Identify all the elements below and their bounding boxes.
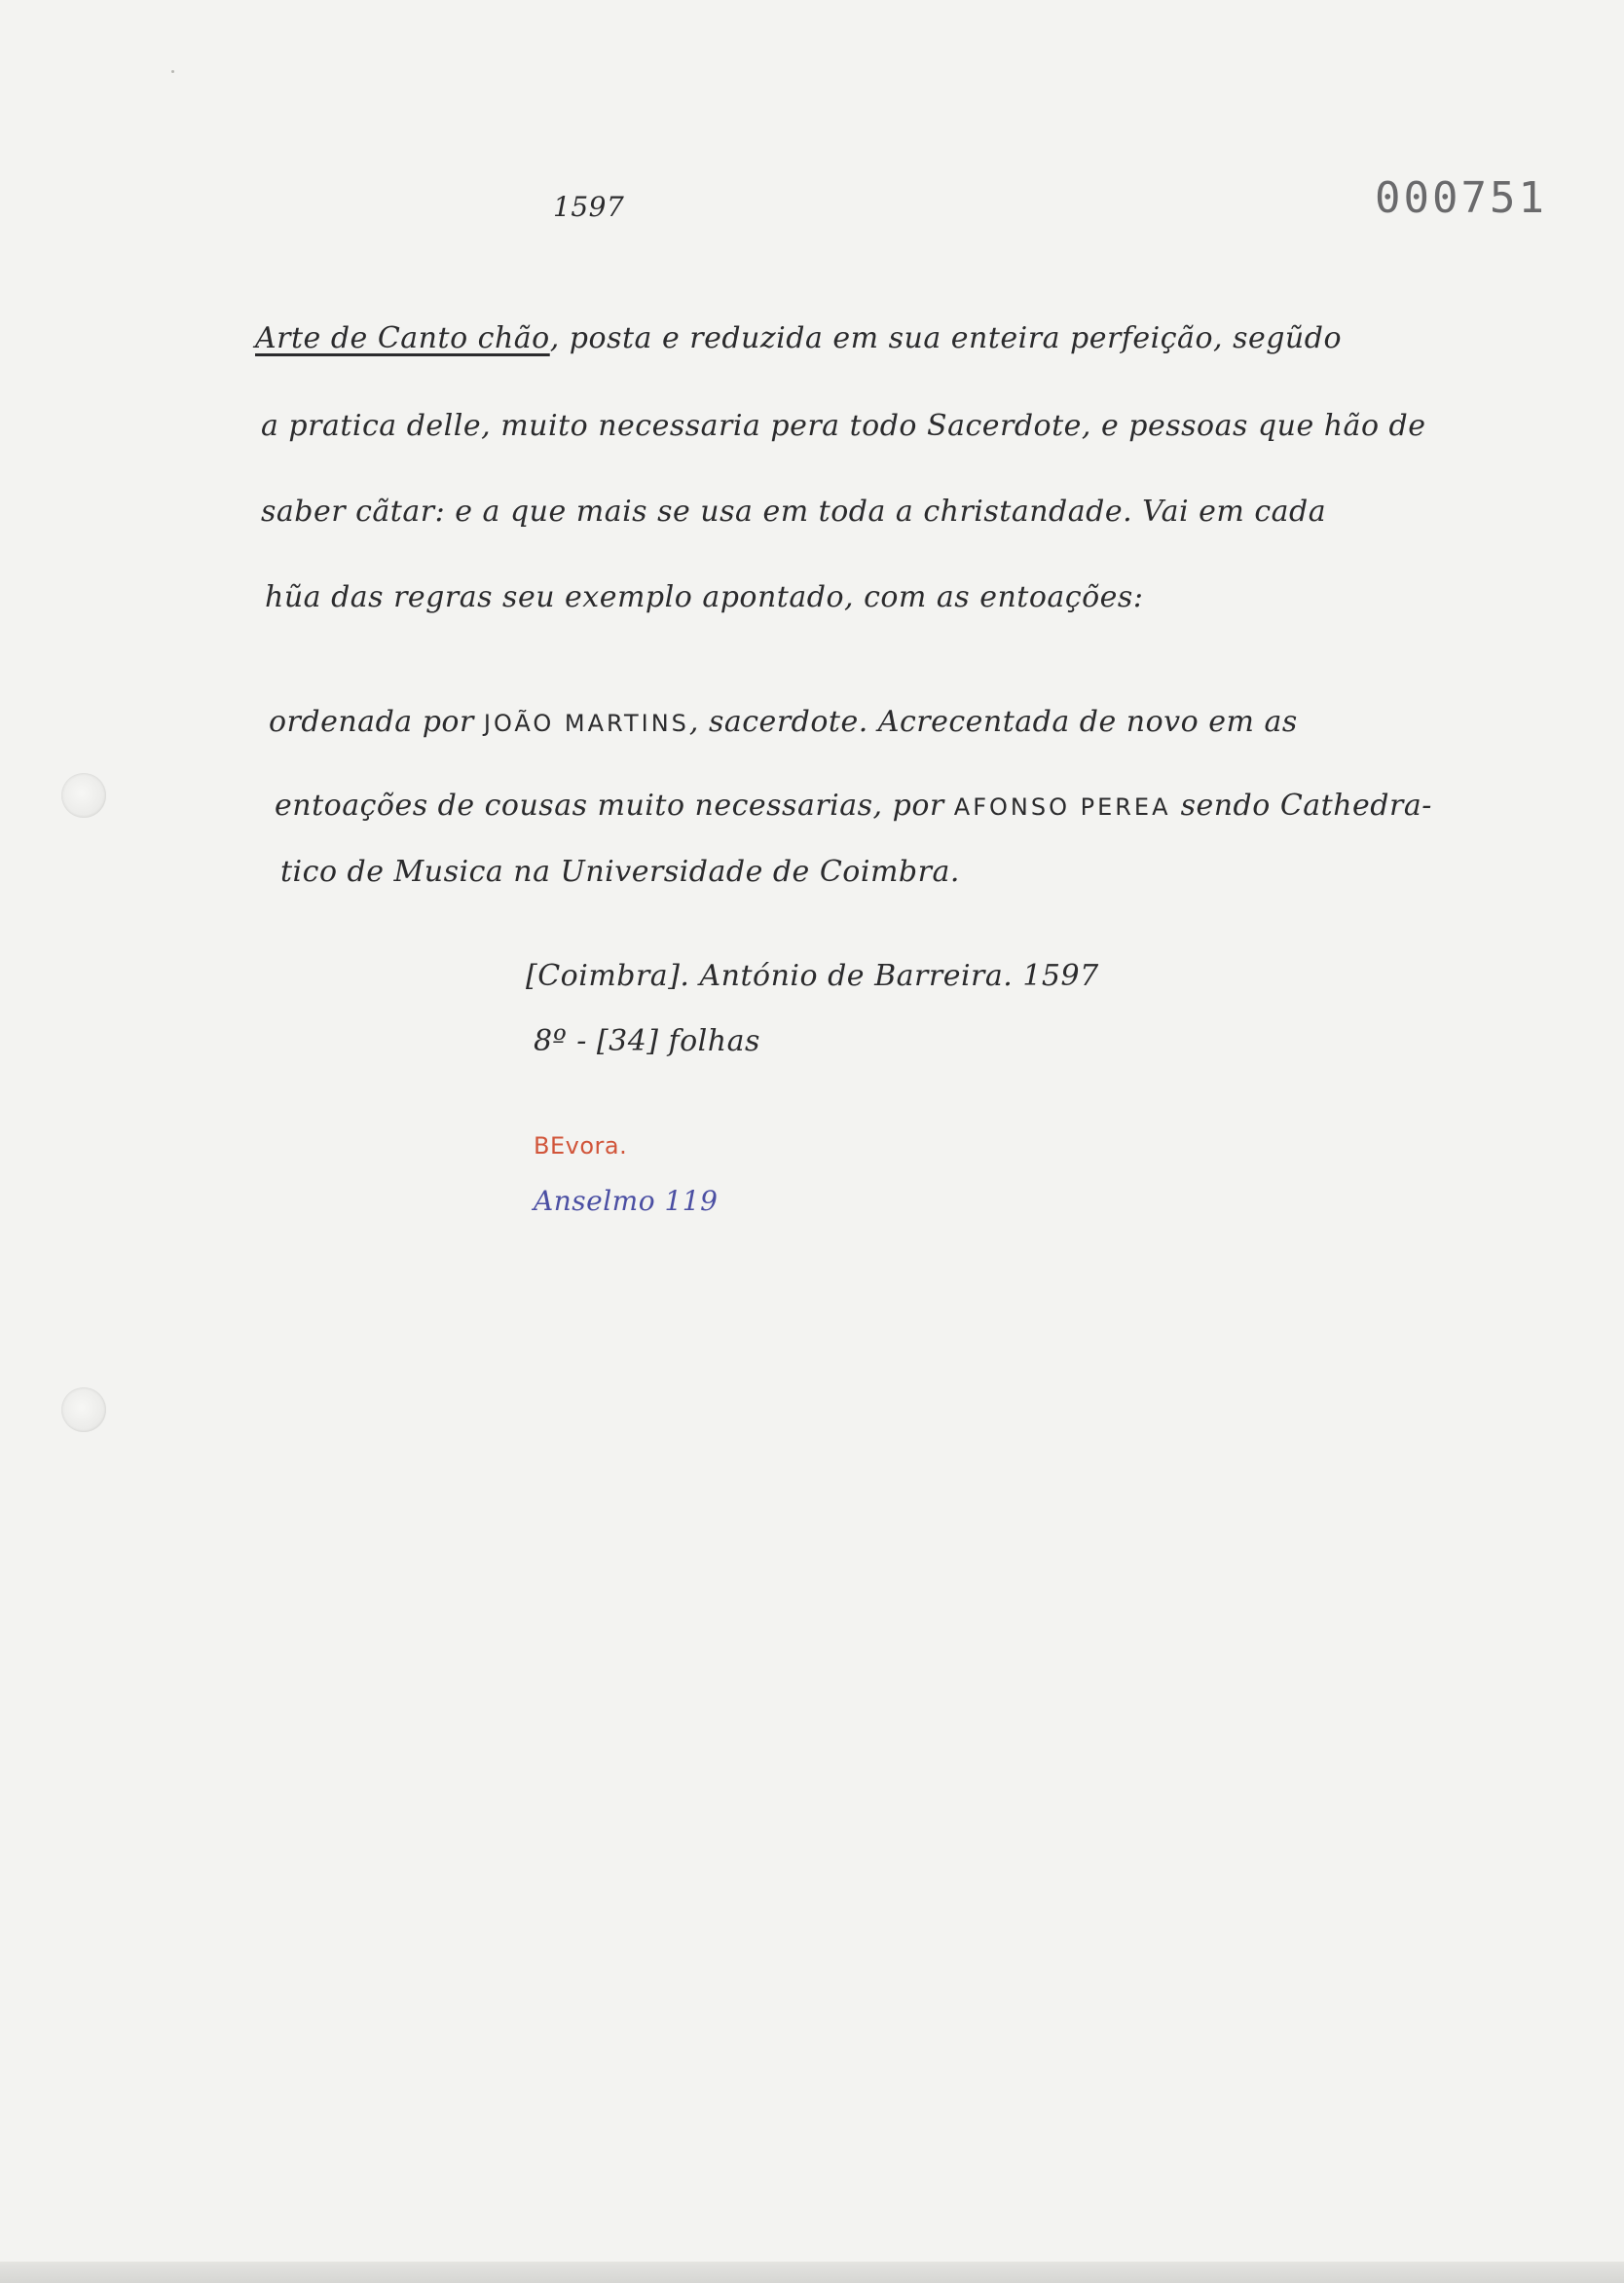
author-line-2-post: sendo Cathedra-	[1180, 789, 1432, 823]
author-name-2: AFONSO PEREA	[953, 793, 1171, 821]
author-line-3: tico de Musica na Universidade de Coimbra.	[280, 855, 960, 889]
author-line-1-pre: ordenada por	[269, 705, 474, 739]
title-line-1-rest: , posta e reduzida em sua enteira perfeição, segũdo	[549, 321, 1343, 355]
bibliography-reference: Anselmo 119	[534, 1185, 719, 1217]
imprint-line-2: 8º - [34] folhas	[534, 1024, 760, 1058]
author-line-2-pre: entoações de cousas muito necessarias, por	[275, 789, 944, 823]
author-line-2	[275, 789, 1432, 823]
author-name-1: JOÃO MARTINS	[483, 710, 689, 737]
header-year: 1597	[553, 191, 625, 223]
record-number-stamp: 000751	[1375, 173, 1547, 223]
library-location: BEvora.	[534, 1132, 628, 1160]
paper-speck	[171, 70, 174, 73]
title-line-3: saber cãtar: e a que mais se usa em toda a christandade. Vai em cada	[261, 495, 1327, 529]
punch-hole-bottom	[61, 1387, 106, 1432]
author-line-1	[269, 705, 1298, 739]
author-line-1-post: , sacerdote. Acrecentada de novo em as	[688, 705, 1298, 739]
page-bottom-edge	[0, 2262, 1624, 2283]
title-line-1	[255, 321, 1342, 355]
punch-hole-top	[61, 773, 106, 818]
imprint-line-1: [Coimbra]. António de Barreira. 1597	[526, 959, 1099, 993]
title-line-2: a pratica delle, muito necessaria pera todo Sacerdote, e pessoas que hão de	[261, 409, 1426, 443]
title-main: Arte de Canto chão	[255, 321, 550, 355]
title-line-4: hũa das regras seu exemplo apontado, com as entoações:	[265, 580, 1144, 614]
